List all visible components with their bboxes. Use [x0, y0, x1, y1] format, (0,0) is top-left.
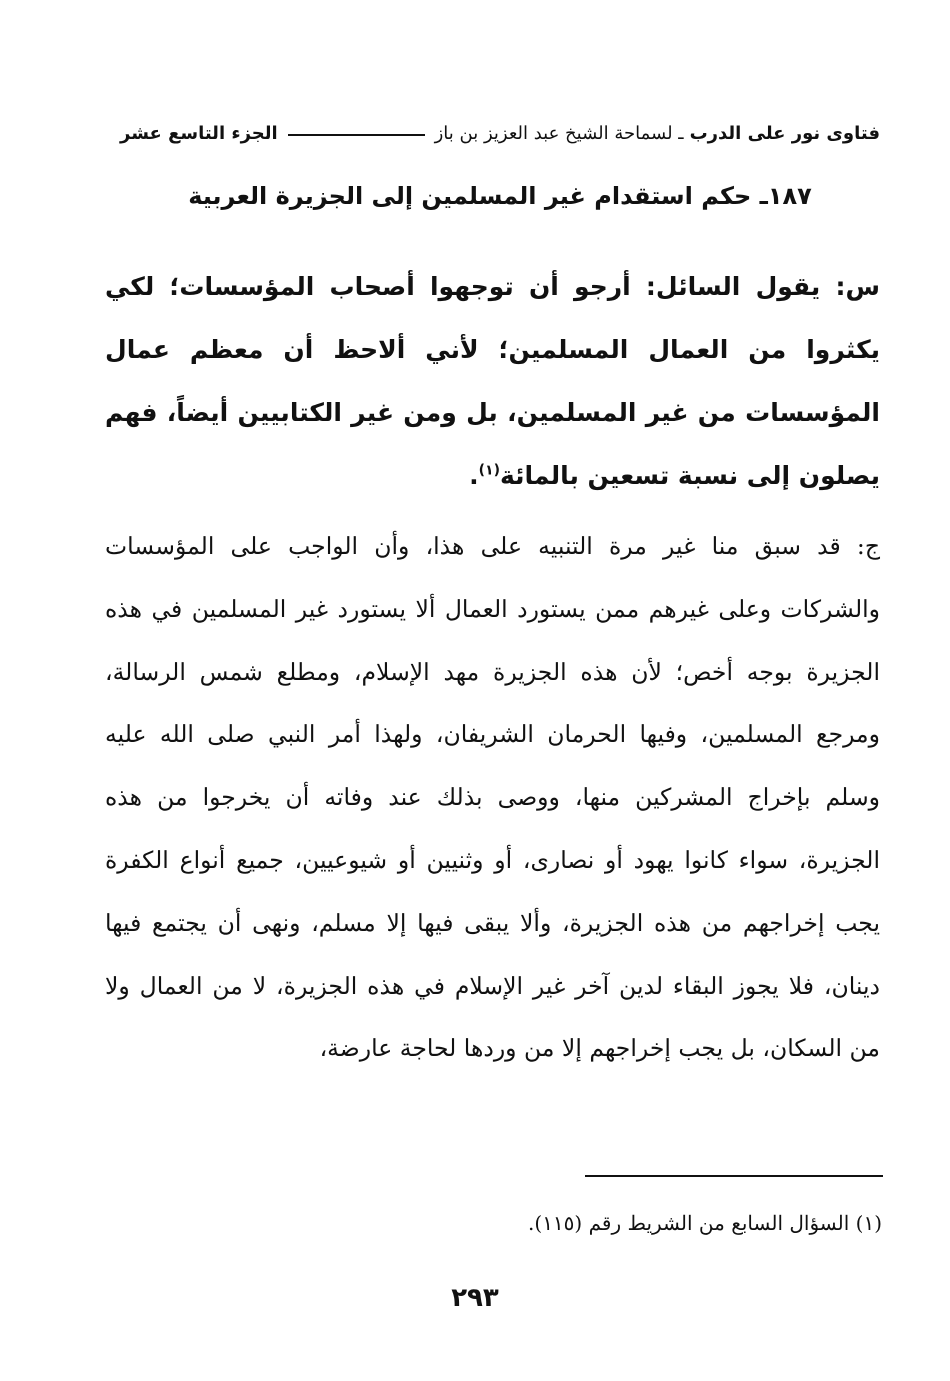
footnote-reference: (١)	[478, 462, 500, 479]
chapter-title: ١٨٧ـ حكم استقدام غير المسلمين إلى الجزيرة العربية	[188, 182, 812, 210]
page-number: ٢٩٣	[451, 1283, 499, 1313]
running-header	[120, 116, 880, 150]
volume-label: الجزء التاسع عشر	[120, 122, 278, 144]
question-end: .	[469, 461, 479, 490]
author-name: ـ لسماحة الشيخ عبد العزيز بن باز	[434, 122, 684, 144]
book-title: فتاوى نور على الدرب	[689, 122, 880, 144]
header-rule	[288, 134, 425, 136]
footnote-separator	[585, 1175, 883, 1177]
footnote: (١) السؤال السابع من الشريط رقم (١١٥).	[528, 1211, 882, 1235]
answer-paragraph: ج: قد سبق منا غير مرة التنبيه على هذا، وأن الواجب على المؤسسات والشركات وعلى غيرهم ممن يستورد العمال ألا يستورد غير المسلمين في هذه الجزيرة بوجه أخص؛ لأن هذه الجزيرة مهد الإسلام، ومطلع شمس الرسالة، ومرجع المسلمين، وفيها الحرمان الشريفان، ولهذا أمر النبي صلى الله عليه وسلم بإخراج المشركين منها، ووصى بذلك عند وفاته أن يخرجوا من هذه الجزيرة، سواء كانوا يهود أو نصارى، أو وثنيين أو شيوعيين، جميع أنواع الكفرة يجب إخراجهم من هذه الجزيرة، وألا يبقى فيها إلا مسلم، ونهى أن يجتمع فيها دينان، فلا يجوز البقاء لدين آخر غير الإسلام في هذه الجزيرة، لا من العمال ولا من السكان، بل يجب إخراجهم إلا من وردها لحاجة عارضة،	[105, 532, 880, 1063]
question-text: س: يقول السائل: أرجو أن توجهوا أصحاب المؤسسات؛ لكي يكثروا من العمال المسلمين؛ لأني ألاحظ أن معظم عمال المؤسسات من غير المسلمين، بل ومن غير الكتابيين أيضاً، فهم يصلون إلى نسبة تسعين بالمائة	[105, 272, 880, 490]
question-paragraph	[105, 255, 880, 507]
